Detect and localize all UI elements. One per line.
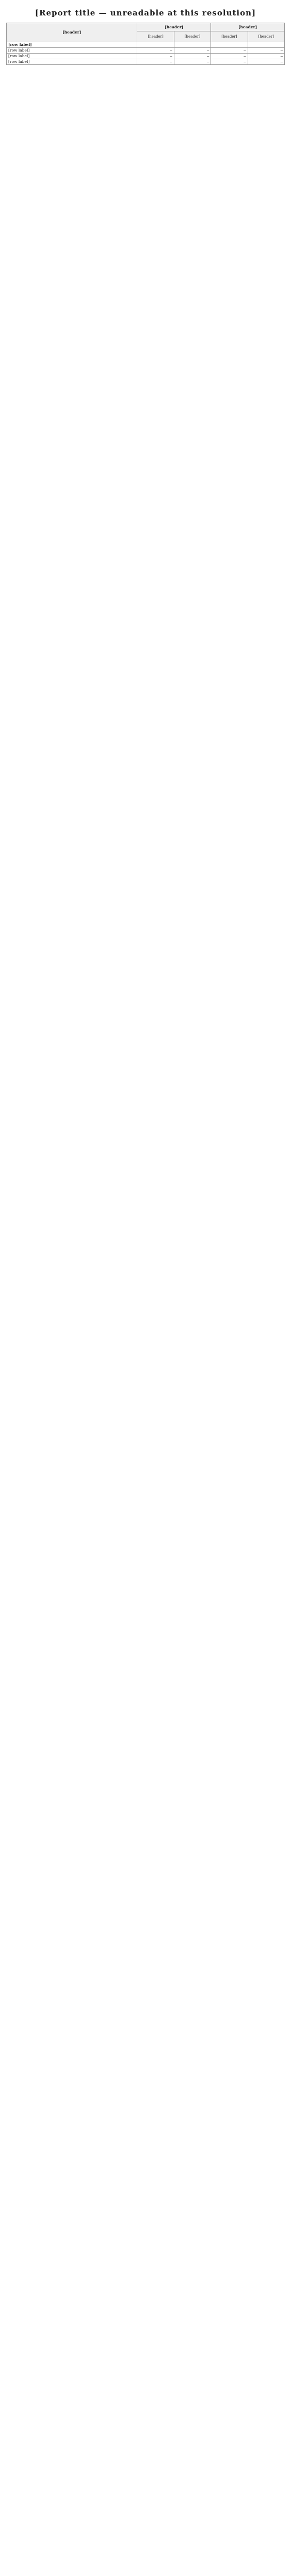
cell-cumulative-growth: — <box>248 48 284 54</box>
document-title: [Report title — unreadable at this resolution] <box>35 8 256 18</box>
cell-month-growth: — <box>174 59 211 65</box>
cell-cumulative-value: — <box>211 59 248 65</box>
cell-month-growth: — <box>174 54 211 59</box>
header-month-group: [header] <box>137 23 211 31</box>
row-label: [row label] <box>7 59 137 65</box>
cell-cumulative-value: — <box>211 48 248 54</box>
table-body <box>7 42 285 65</box>
table-row <box>7 59 285 65</box>
cell-cumulative-growth: — <box>248 54 284 59</box>
table-row <box>7 54 285 59</box>
cell-month-value: — <box>137 54 174 59</box>
cell-month-growth <box>174 42 211 48</box>
statistics-table <box>6 23 285 65</box>
cell-cumulative-growth <box>248 42 284 48</box>
cell-month-value <box>137 42 174 48</box>
row-label: [row label] <box>7 48 137 54</box>
row-label: [row label] <box>7 54 137 59</box>
cell-cumulative-growth: — <box>248 59 284 65</box>
cell-cumulative-value <box>211 42 248 48</box>
cell-month-value: — <box>137 48 174 54</box>
header-indicator: [header] <box>7 23 137 42</box>
header-cumulative-growth: [header] <box>248 31 284 42</box>
cell-cumulative-value: — <box>211 54 248 59</box>
header-cumulative-group: [header] <box>211 23 285 31</box>
header-cumulative-value: [header] <box>211 31 248 42</box>
row-label: [row label] <box>7 42 137 48</box>
header-month-growth: [header] <box>174 31 211 42</box>
cell-month-growth: — <box>174 48 211 54</box>
table-row <box>7 48 285 54</box>
header-month-value: [header] <box>137 31 174 42</box>
table-row <box>7 42 285 48</box>
cell-month-value: — <box>137 59 174 65</box>
